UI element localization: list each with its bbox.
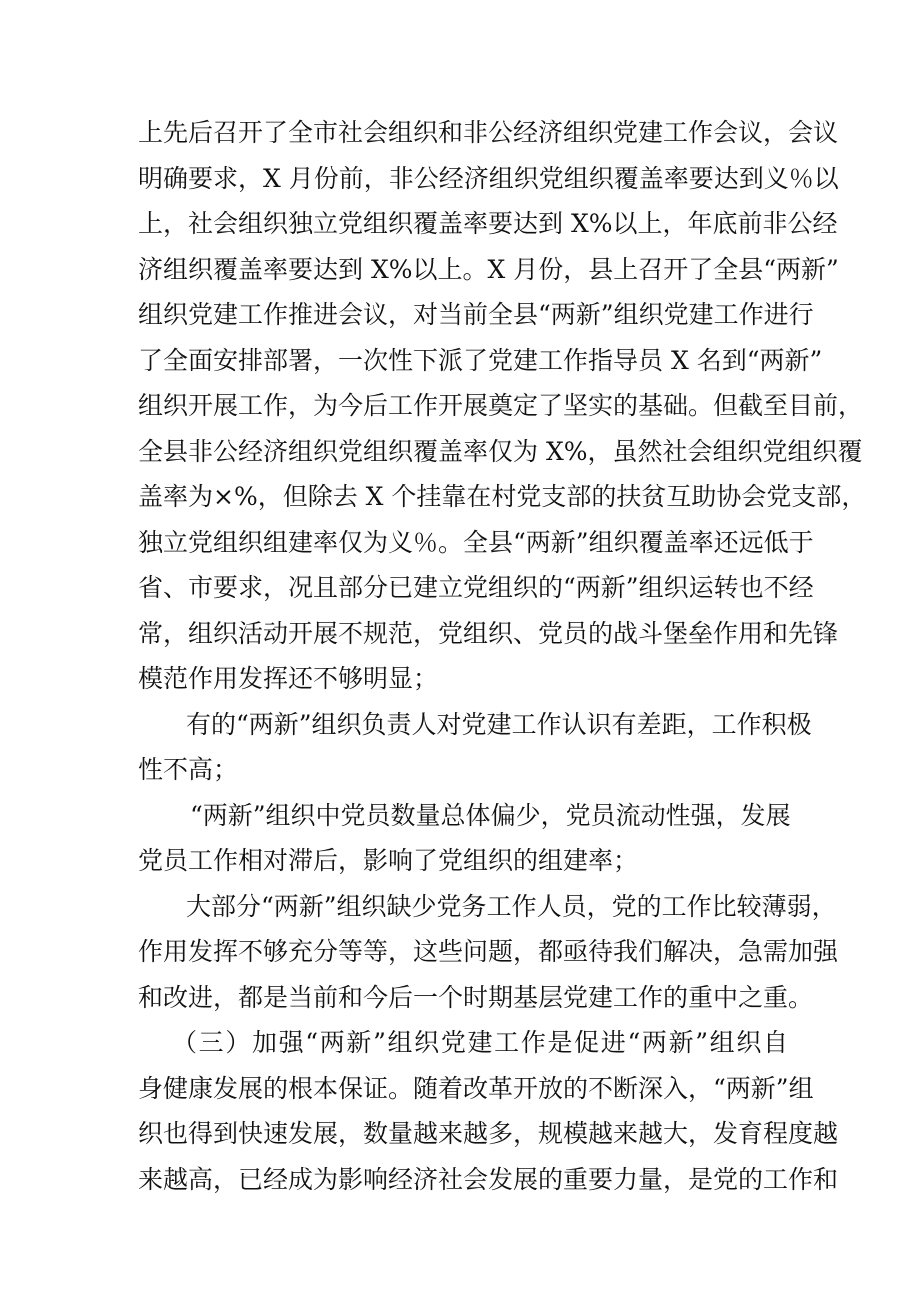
text-line: 独立党组织组建率仅为义％。全县“两新”组织覆盖率还远低于 [138,527,814,557]
paragraph-5 [138,1020,839,1202]
paragraph-3 [138,793,791,884]
text-line: 上先后召开了全市社会组织和非公经济组织党建工作会议，会议 [138,118,839,147]
text-line: 常，组织活动开展不规范，党组织、党员的战斗堡垒作用和先锋 [138,618,839,648]
paragraph-1 [138,110,867,702]
text-line: “两新”组织中党员数量总体偏少，党员流动性强，发展 [190,800,791,830]
text-line: 来越高，已经成为影响经济社会发展的重要力量，是党的工作和 [138,1164,839,1194]
text-line: 身健康发展的根本保证。随着改革开放的不断深入，“两新”组 [138,1073,814,1103]
text-line: 性不高； [138,755,239,784]
text-line: 全县非公经济组织党组织覆盖率仅为 X%，虽然社会组织党组织覆 [138,436,863,466]
text-line: 作用发挥不够充分等等，这些问题，都亟待我们解决，急需加强 [138,937,839,966]
text-line: 盖率为×%，但除去 X 个挂靠在村党支部的扶贫互助协会党支部， [138,482,867,511]
body-text [138,110,867,1202]
text-line: 党员工作相对滞后，影响了党组织的组建率； [138,846,639,875]
text-line: 明确要求，X 月份前，非公经济组织党组织覆盖率要达到义％以 [138,163,839,193]
text-line: 济组织覆盖率要达到 X%以上。X 月份，县上召开了全县“两新” [138,254,839,284]
text-line: 了全面安排部署，一次性下派了党建工作指导员 X 名到“两新” [138,345,823,375]
paragraph-2 [138,702,812,793]
text-line: 大部分“两新”组织缺少党务工作人员，党的工作比较薄弱， [186,891,837,921]
paragraph-4 [138,884,839,1021]
text-line: 有的“两新”组织负责人对党建工作认识有差距，工作积极 [186,709,812,739]
text-line: 织也得到快速发展，数量越来越多，规模越来越大，发育程度越 [138,1119,839,1148]
text-line: （三）加强“两新”组织党建工作是促进“两新”组织自 [172,1028,788,1057]
text-line: 和改进，都是当前和今后一个时期基层党建工作的重中之重。 [138,982,814,1012]
text-line: 模范作用发挥还不够明显； [138,664,439,693]
text-line: 组织党建工作推进会议，对当前全县“两新”组织党建工作进行 [138,300,814,329]
text-line: 省、市要求，况且部分已建立党组织的“两新”组织运转也不经 [138,573,814,602]
text-line: 上，社会组织独立党组织覆盖率要达到 X%以上，年底前非公经 [138,209,838,238]
text-line: 组织开展工作，为今后工作开展奠定了坚实的基础。但截至目前， [138,391,864,420]
